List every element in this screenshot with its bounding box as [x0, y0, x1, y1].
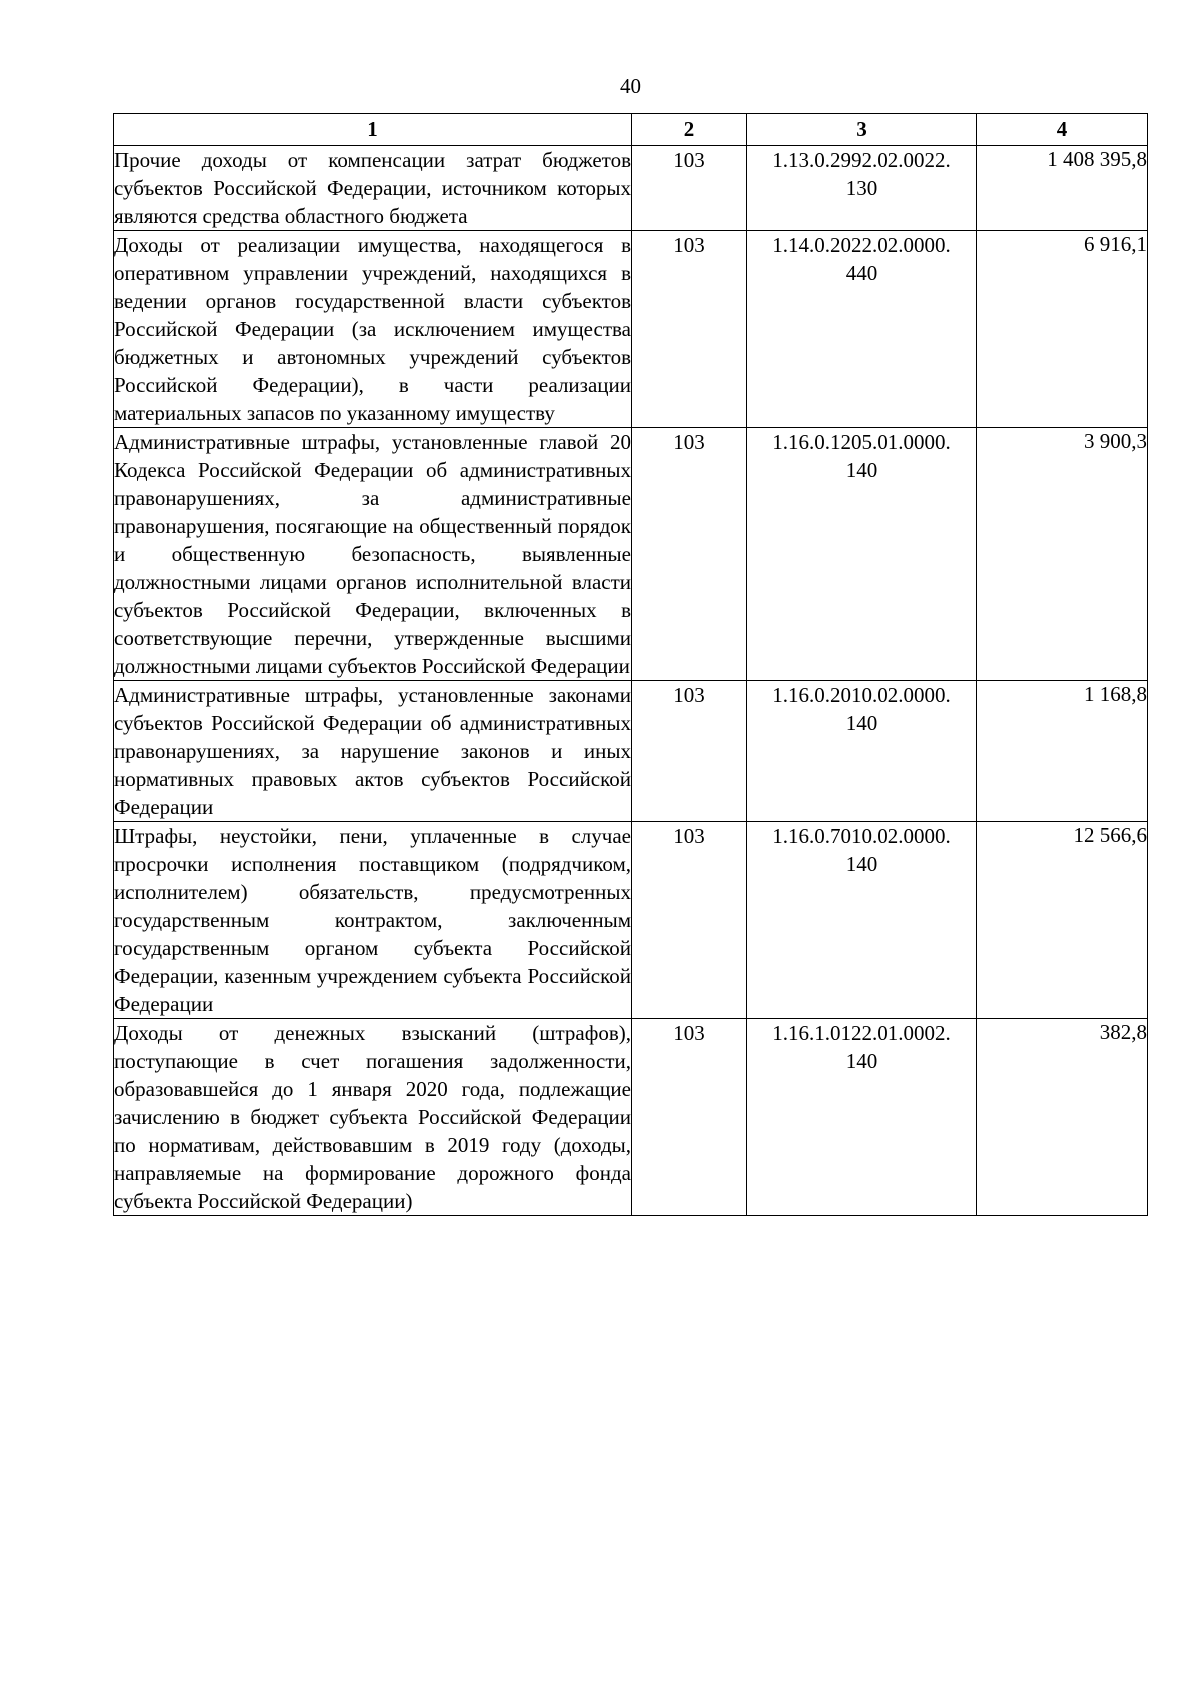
table-header: [114, 114, 1148, 146]
admin-code: 103: [632, 231, 747, 428]
column-header-2: 2: [632, 114, 747, 146]
classification-code-part2: 440: [845, 261, 878, 285]
revenue-name: Доходы от реализации имущества, находящегося в оперативном управлении учреждений, находящихся в ведении органов государственной власти субъектов Российской Федерации (за исключением имущества бюджетных и автономных учреждений субъектов Российской Федерации), в части реализации материальных запасов по указанному имуществу: [114, 231, 632, 428]
table-row: [114, 681, 1148, 822]
admin-code: 103: [632, 146, 747, 231]
table-row: [114, 428, 1148, 681]
revenue-name: Прочие доходы от компенсации затрат бюджетов субъектов Российской Федерации, источником которых являются средства областного бюджета: [114, 146, 632, 231]
classification-code-part1: 1.16.1.0122.01.0002.: [772, 1021, 951, 1045]
table-body: [114, 146, 1148, 1216]
classification-code: [747, 146, 977, 231]
classification-code-part2: 140: [845, 458, 878, 482]
table-row: [114, 146, 1148, 231]
classification-code: [747, 231, 977, 428]
table-row: [114, 231, 1148, 428]
column-header-3: 3: [747, 114, 977, 146]
revenue-name: Доходы от денежных взысканий (штрафов), поступающие в счет погашения задолженности, образовавшейся до 1 января 2020 года, подлежащие зачислению в бюджет субъекта Российской Федерации по нормативам, действовавшим в 2019 году (доходы, направляемые на формирование дорожного фонда субъекта Российской Федерации): [114, 1019, 632, 1216]
classification-code: [747, 1019, 977, 1216]
admin-code: 103: [632, 1019, 747, 1216]
classification-code-part2: 130: [845, 176, 878, 200]
classification-code: [747, 681, 977, 822]
table-row: [114, 1019, 1148, 1216]
amount: 12 566,6: [977, 822, 1148, 1019]
revenue-name: Штрафы, неустойки, пени, уплаченные в случае просрочки исполнения поставщиком (подрядчиком, исполнителем) обязательств, предусмотренных государственным контрактом, заключенным государственным органом субъекта Российской Федерации, казенным учреждением субъекта Российской Федерации: [114, 822, 632, 1019]
revenue-name: Административные штрафы, установленные главой 20 Кодекса Российской Федерации об административных правонарушениях, за административные правонарушения, посягающие на общественный порядок и общественную безопасность, выявленные должностными лицами органов исполнительной власти субъектов Российской Федерации, включенных в соответствующие перечни, утвержденные высшими должностными лицами субъектов Российской Федерации: [114, 428, 632, 681]
page-number: 40: [620, 74, 641, 98]
table-row: [114, 822, 1148, 1019]
classification-code-part2: 140: [845, 711, 878, 735]
amount: 3 900,3: [977, 428, 1148, 681]
revenue-table: [113, 113, 1148, 1216]
classification-code: [747, 428, 977, 681]
classification-code-part1: 1.16.0.2010.02.0000.: [772, 683, 951, 707]
amount: 1 408 395,8: [977, 146, 1148, 231]
classification-code-part2: 140: [845, 1049, 878, 1073]
amount: 6 916,1: [977, 231, 1148, 428]
classification-code-part1: 1.16.0.1205.01.0000.: [772, 430, 951, 454]
amount: 382,8: [977, 1019, 1148, 1216]
admin-code: 103: [632, 822, 747, 1019]
classification-code-part2: 140: [845, 852, 878, 876]
classification-code: [747, 822, 977, 1019]
revenue-name: Административные штрафы, установленные законами субъектов Российской Федерации об административных правонарушениях, за нарушение законов и иных нормативных правовых актов субъектов Российской Федерации: [114, 681, 632, 822]
header-row: [114, 114, 1148, 146]
column-header-4: 4: [977, 114, 1148, 146]
classification-code-part1: 1.14.0.2022.02.0000.: [772, 233, 951, 257]
admin-code: 103: [632, 428, 747, 681]
classification-code-part1: 1.13.0.2992.02.0022.: [772, 148, 951, 172]
classification-code-part1: 1.16.0.7010.02.0000.: [772, 824, 951, 848]
amount: 1 168,8: [977, 681, 1148, 822]
column-header-1: 1: [114, 114, 632, 146]
admin-code: 103: [632, 681, 747, 822]
